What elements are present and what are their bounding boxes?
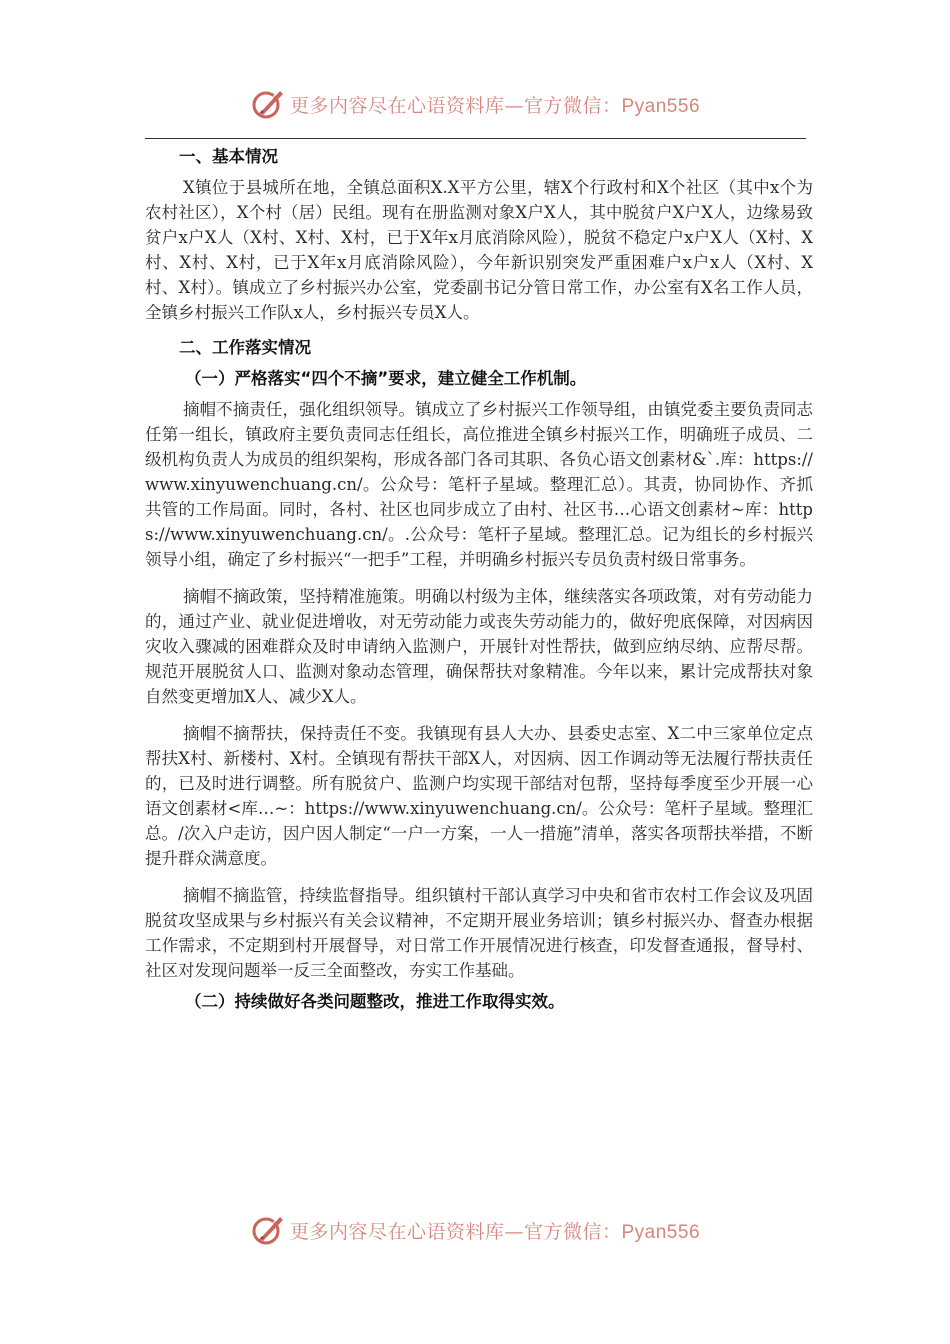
section-heading-basic-info: 一、基本情况 <box>179 147 278 166</box>
paragraph-policy: 摘帽不摘政策，坚持精准施策。明确以村级为主体，继续落实各项政策，对有劳动能力的，通过产业、就业促进增收，对无劳动能力或丧失劳动能力的，做好兜底保障，对因病因灾收入骤减的困难群众及时申请纳入监测户，开展针对性帮扶，做到应纳尽纳、应帮尽帮。规范开展脱贫人口、监测对象动态管理，确保帮扶对象精准。今年以来，累计完成帮扶对象自然变更增加X人、减少X人。 <box>145 587 813 706</box>
paragraph-basic-info: X镇位于县城所在地，全镇总面积X.X平方公里，辖X个行政村和X个社区（其中x个为农村社区），X个村（居）民组。现有在册监测对象X户X人，其中脱贫户X户X人，边缘易致贫户x户X人（X村、X村、X村，已于X年x月底消除风险），脱贫不稳定户x户X人（X村、X村、X村、X村，已于X年x月底消除风险），今年新识别突发严重困难户x户x人（X村、X村、X村）。镇成立了乡村振兴办公室，党委副书记分管日常工作，办公室有X名工作人员，全镇乡村振兴工作队x人，乡村振兴专员X人。 <box>145 178 813 322</box>
document-body <box>145 144 813 1014</box>
banner-wechat-id: Pyan556 <box>621 1221 701 1243</box>
section-heading-work-implementation: 二、工作落实情况 <box>179 338 311 357</box>
pen-quill-circle-logo <box>250 1212 286 1248</box>
pen-quill-circle-logo <box>250 86 286 122</box>
header-divider <box>145 138 806 139</box>
header-banner <box>0 82 950 126</box>
banner-text: 更多内容尽在心语资料库—官方微信：Pyan556 <box>289 1220 701 1243</box>
paragraph-assistance: 摘帽不摘帮扶，保持责任不变。我镇现有县人大办、县委史志室、X二中三家单位定点帮扶X村、新楼村、X村。全镇现有帮扶干部X人，对因病、因工作调动等无法履行帮扶责任的，已及时进行调整。所有脱贫户、监测户均实现干部结对包帮，坚持每季度至少开展一心语文创素材<库…~：https://www.xinyuwenchuang.cn/。公众号：笔杆子星域。整理汇总。/次入户走访，因户因人制定“一户一方案，一人一措施”清单，落实各项帮扶举措，不断提升群众满意度。 <box>145 724 813 868</box>
banner-text: 更多内容尽在心语资料库—官方微信：Pyan556 <box>289 94 701 117</box>
paragraph-supervision: 摘帽不摘监管，持续监督指导。组织镇村干部认真学习中央和省市农村工作会议及巩固脱贫攻坚成果与乡村振兴有关会议精神，不定期开展业务培训；镇乡村振兴办、督查办根据工作需求，不定期到村开展督导，对日常工作开展情况进行核查，印发督查通报，督导村、社区对发现问题举一反三全面整改，夯实工作基础。 <box>145 886 813 980</box>
footer-banner <box>0 1208 950 1252</box>
banner-wechat-id: Pyan556 <box>621 95 701 117</box>
subsection-heading-rectification: （二）持续做好各类问题整改，推进工作取得实效。 <box>185 992 565 1011</box>
subsection-heading-four-no-removal: （一）严格落实“四个不摘”要求，建立健全工作机制。 <box>185 369 587 388</box>
paragraph-responsibility: 摘帽不摘责任，强化组织领导。镇成立了乡村振兴工作领导组，由镇党委主要负责同志任第一组长，镇政府主要负责同志任组长，高位推进全镇乡村振兴工作，明确班子成员、二级机构负责人为成员的组织架构，形成各部门各司其职、各负心语文创素材&`.库：https://www.xinyuwenchuang.cn/。公众号：笔杆子星域。整理汇总）。其责，协同协作、齐抓共管的工作局面。同时，各村、社区也同步成立了由村、社区书…心语文创素材~库：https://www.xinyuwenchuang.cn/。.公众号：笔杆子星域。整理汇总。记为组长的乡村振兴领导小组，确定了乡村振兴“一把手”工程，并明确乡村振兴专员负责村级日常事务。 <box>145 400 813 569</box>
